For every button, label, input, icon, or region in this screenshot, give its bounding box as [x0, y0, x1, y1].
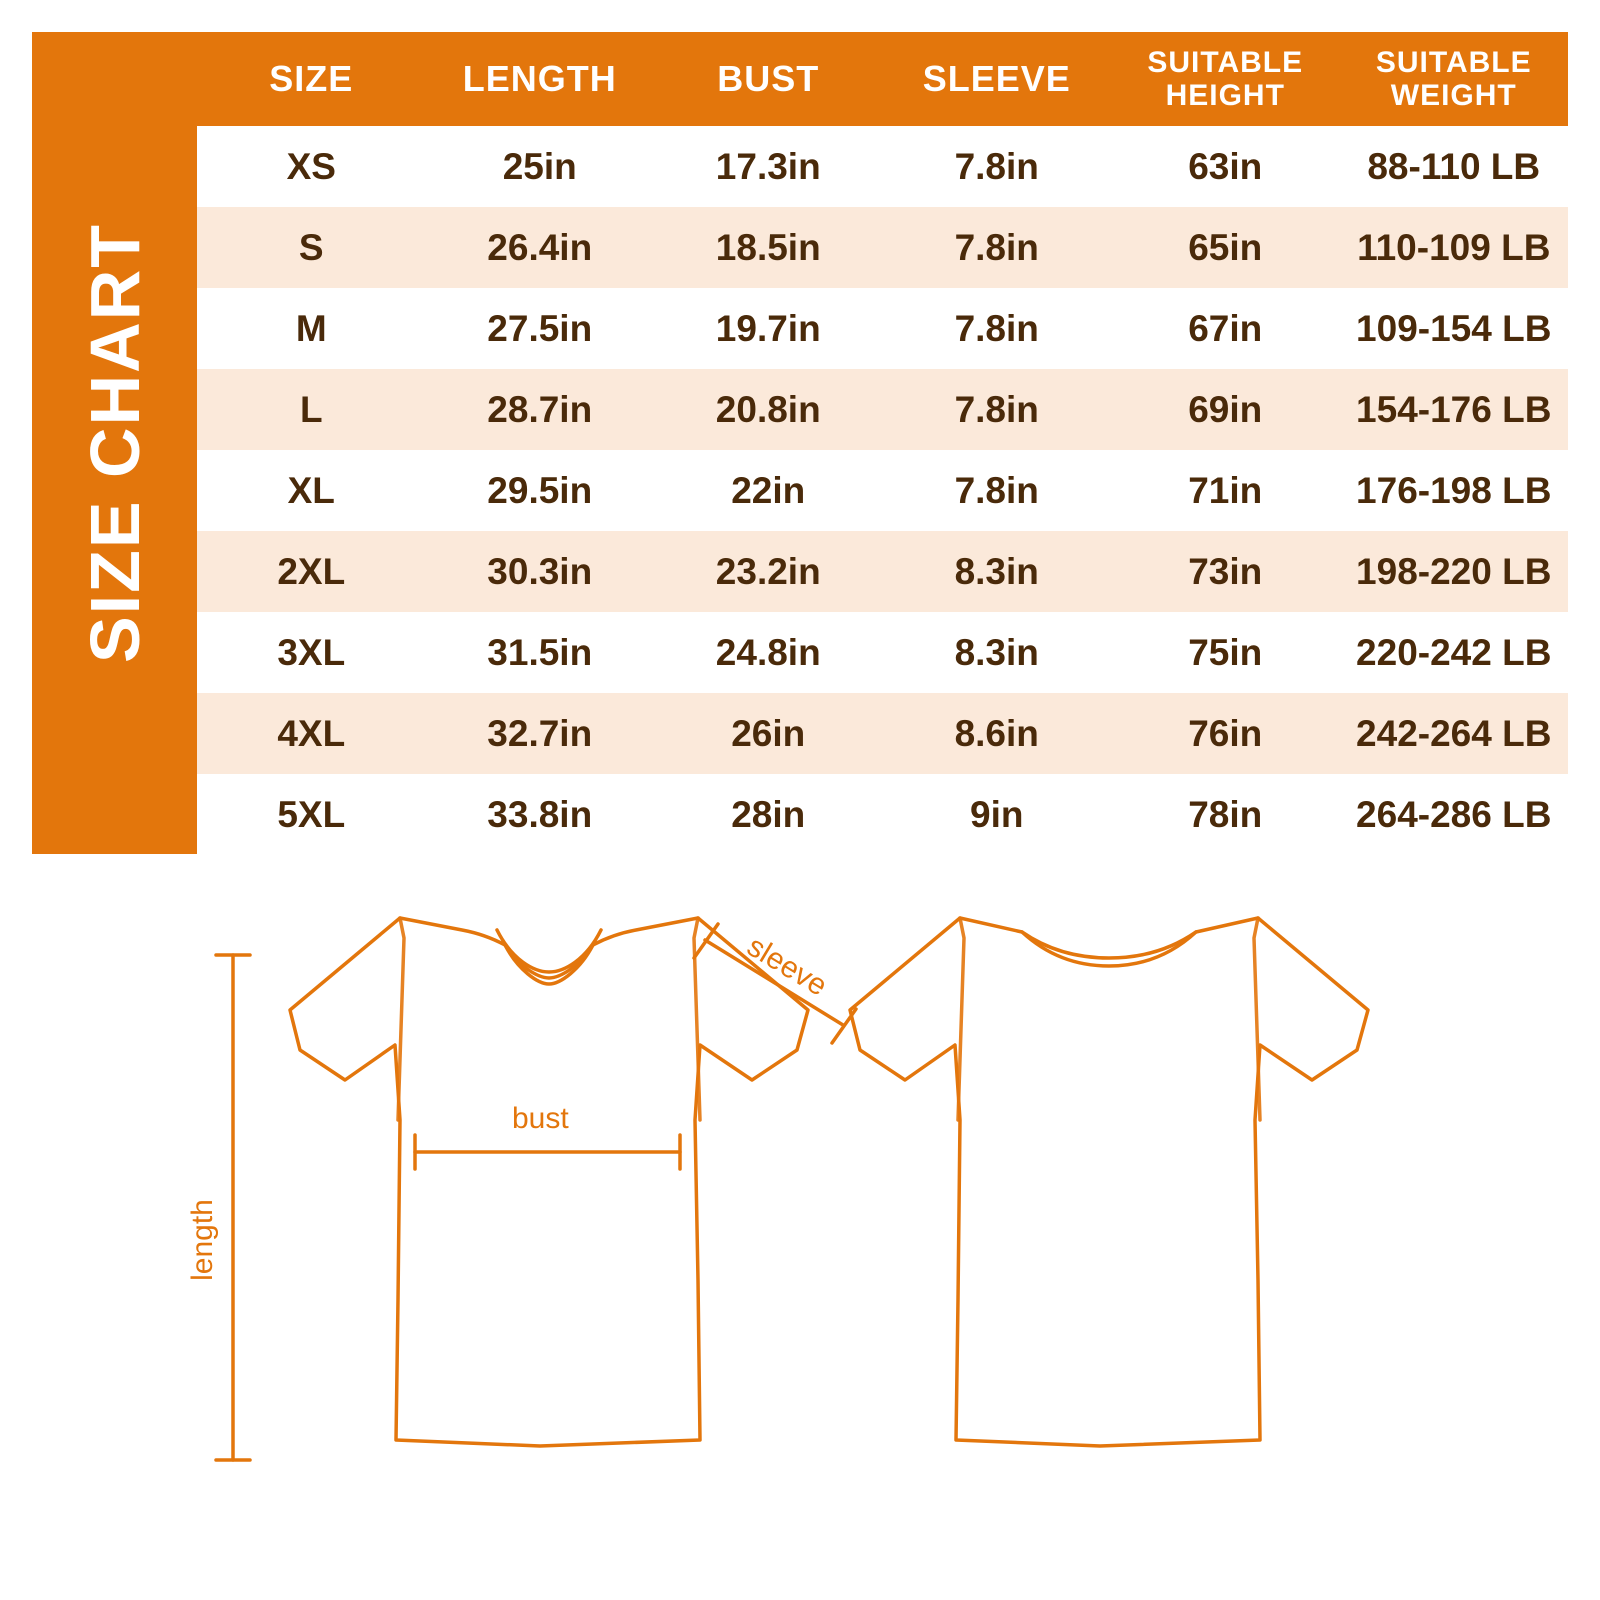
size-table-body	[197, 126, 1568, 855]
cell-sleeve: 8.6in	[883, 693, 1112, 774]
cell-size: 3XL	[197, 612, 426, 693]
column-header-size	[197, 32, 426, 126]
length-dimension-line	[216, 955, 250, 1460]
table-row	[197, 288, 1568, 369]
size-table-container	[197, 32, 1568, 854]
cell-bust: 26in	[654, 693, 883, 774]
cell-height: 63in	[1111, 126, 1340, 207]
table-row	[197, 450, 1568, 531]
cell-bust: 28in	[654, 774, 883, 855]
cell-sleeve: 7.8in	[883, 126, 1112, 207]
cell-sleeve: 9in	[883, 774, 1112, 855]
table-row	[197, 126, 1568, 207]
cell-height: 67in	[1111, 288, 1340, 369]
cell-weight: 176-198 LB	[1340, 450, 1569, 531]
cell-weight: 110-109 LB	[1340, 207, 1569, 288]
column-header-sleeve-label: SLEEVE	[922, 58, 1071, 100]
column-header-suitable-height-line2: HEIGHT	[1165, 79, 1285, 112]
cell-length: 33.8in	[426, 774, 655, 855]
cell-size: L	[197, 369, 426, 450]
bust-label: bust	[512, 1102, 569, 1135]
cell-height: 78in	[1111, 774, 1340, 855]
column-header-length-label: LENGTH	[462, 58, 617, 100]
cell-length: 28.7in	[426, 369, 655, 450]
cell-height: 71in	[1111, 450, 1340, 531]
column-header-bust-label: BUST	[717, 58, 820, 100]
table-row	[197, 369, 1568, 450]
cell-size: 4XL	[197, 693, 426, 774]
size-table-head	[197, 32, 1568, 126]
cell-height: 69in	[1111, 369, 1340, 450]
table-row	[197, 531, 1568, 612]
cell-length: 26.4in	[426, 207, 655, 288]
size-chart-block	[32, 32, 1568, 854]
cell-sleeve: 7.8in	[883, 207, 1112, 288]
column-header-suitable-height	[1111, 32, 1340, 126]
cell-length: 29.5in	[426, 450, 655, 531]
column-header-size-label: SIZE	[269, 58, 354, 100]
cell-sleeve: 7.8in	[883, 369, 1112, 450]
cell-length: 25in	[426, 126, 655, 207]
cell-size: S	[197, 207, 426, 288]
cell-height: 65in	[1111, 207, 1340, 288]
column-header-suitable-weight-line1: SUITABLE	[1375, 46, 1532, 79]
cell-weight: 220-242 LB	[1340, 612, 1569, 693]
cell-weight: 264-286 LB	[1340, 774, 1569, 855]
cell-sleeve: 8.3in	[883, 531, 1112, 612]
table-header-row	[197, 32, 1568, 126]
sleeve-label: sleeve	[741, 929, 833, 1003]
column-header-suitable-weight-line2: WEIGHT	[1390, 79, 1517, 112]
column-header-suitable-height-line1: SUITABLE	[1147, 46, 1304, 79]
column-header-sleeve	[883, 32, 1112, 126]
cell-weight: 154-176 LB	[1340, 369, 1569, 450]
cell-length: 32.7in	[426, 693, 655, 774]
cell-weight: 198-220 LB	[1340, 531, 1569, 612]
chart-title-panel	[32, 32, 197, 854]
cell-bust: 17.3in	[654, 126, 883, 207]
column-header-bust	[654, 32, 883, 126]
cell-length: 27.5in	[426, 288, 655, 369]
cell-bust: 19.7in	[654, 288, 883, 369]
table-row	[197, 774, 1568, 855]
page-title: SIZE CHART	[75, 223, 154, 663]
cell-size: M	[197, 288, 426, 369]
cell-size: 5XL	[197, 774, 426, 855]
cell-length: 31.5in	[426, 612, 655, 693]
cell-height: 76in	[1111, 693, 1340, 774]
cell-weight: 109-154 LB	[1340, 288, 1569, 369]
size-table	[197, 32, 1568, 855]
cell-bust: 24.8in	[654, 612, 883, 693]
cell-bust: 18.5in	[654, 207, 883, 288]
tshirt-back-illustration	[850, 918, 1368, 1446]
tshirt-front-illustration	[290, 918, 808, 1446]
cell-weight: 242-264 LB	[1340, 693, 1569, 774]
cell-size: XS	[197, 126, 426, 207]
column-header-suitable-weight	[1340, 32, 1569, 126]
cell-weight: 88-110 LB	[1340, 126, 1569, 207]
cell-height: 73in	[1111, 531, 1340, 612]
table-row	[197, 693, 1568, 774]
cell-bust: 20.8in	[654, 369, 883, 450]
length-label: length	[186, 1199, 219, 1281]
table-row	[197, 207, 1568, 288]
cell-bust: 23.2in	[654, 531, 883, 612]
bust-dimension-line	[415, 1135, 680, 1169]
cell-size: 2XL	[197, 531, 426, 612]
cell-size: XL	[197, 450, 426, 531]
tshirt-measurement-diagram	[0, 880, 1600, 1570]
cell-sleeve: 8.3in	[883, 612, 1112, 693]
cell-bust: 22in	[654, 450, 883, 531]
cell-sleeve: 7.8in	[883, 288, 1112, 369]
cell-height: 75in	[1111, 612, 1340, 693]
table-row	[197, 612, 1568, 693]
column-header-length	[426, 32, 655, 126]
cell-length: 30.3in	[426, 531, 655, 612]
cell-sleeve: 7.8in	[883, 450, 1112, 531]
